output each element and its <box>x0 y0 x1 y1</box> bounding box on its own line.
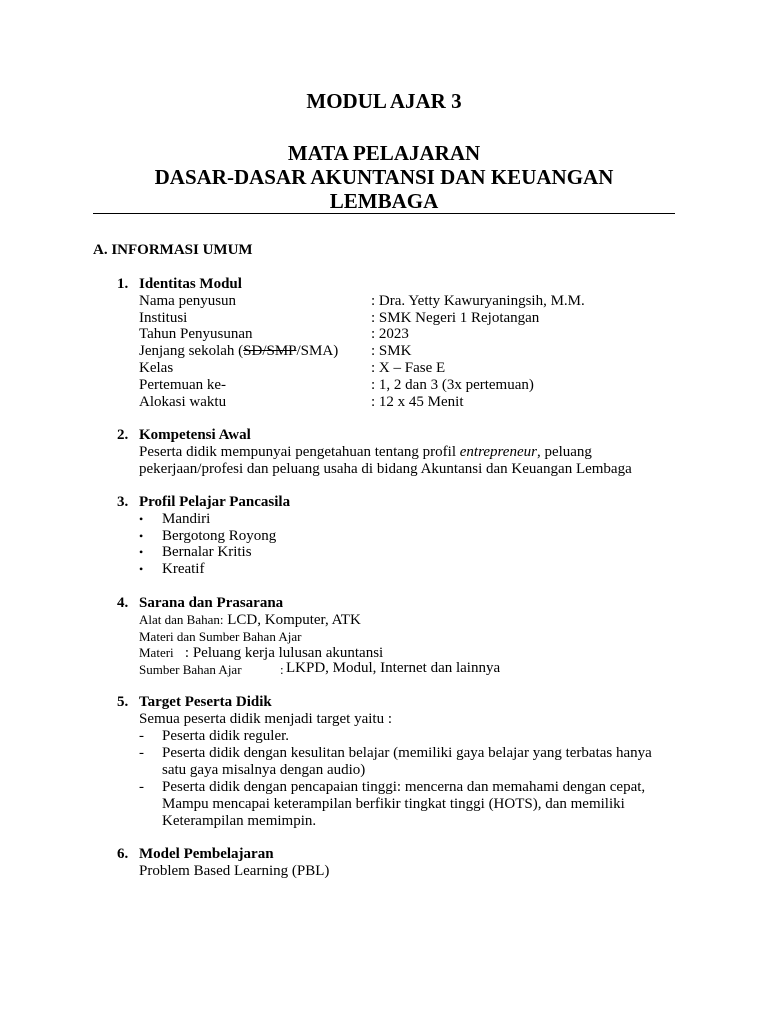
identity-value-kelas: : X – Fase E <box>371 360 446 376</box>
s2-line1-post: , peluang <box>536 444 592 460</box>
s4-materi-sumber: Materi dan Sumber Bahan Ajar <box>139 629 302 644</box>
s1-heading: Identitas Modul <box>139 276 242 292</box>
identity-value-pertemuan: : 1, 2 dan 3 (3x pertemuan) <box>371 377 534 393</box>
module-title: MODUL AJAR 3 <box>306 89 462 113</box>
jenjang-pre: Jenjang sekolah ( <box>139 343 244 359</box>
s5-dash-3: - <box>139 779 144 795</box>
identity-value-nama: : Dra. Yetty Kawuryaningsih, M.M. <box>371 293 585 309</box>
s3-heading: Profil Pelajar Pancasila <box>139 494 291 510</box>
s3-bullet-1: • <box>139 512 144 526</box>
subject-title-line1: DASAR-DASAR AKUNTANSI DAN KEUANGAN <box>154 165 614 189</box>
identity-label-nama: Nama penyusun <box>139 293 237 309</box>
section-a-heading: A. INFORMASI UMUM <box>93 242 253 258</box>
s3-bullet-2: • <box>139 529 144 543</box>
s4-alat-line <box>139 611 361 629</box>
s6-value: Problem Based Learning (PBL) <box>139 863 330 879</box>
identity-label-alokasi: Alokasi waktu <box>139 394 227 410</box>
s5-item-3-line3: Keterampilan memimpin. <box>162 813 317 829</box>
s2-line1-em: entrepreneur <box>459 444 537 460</box>
s4-materi-label: Materi <box>139 645 174 660</box>
s3-bullet-3: • <box>139 545 144 559</box>
s1-number: 1. <box>117 276 129 292</box>
identity-value-tahun: : 2023 <box>371 326 409 342</box>
s3-item-1: Mandiri <box>162 511 211 527</box>
identity-value-alokasi: : 12 x 45 Menit <box>371 394 464 410</box>
identity-label-institusi: Institusi <box>139 310 188 326</box>
s4-sumber-value: LKPD, Modul, Internet dan lainnya <box>286 660 501 676</box>
s5-item-2-line2: satu gaya misalnya dengan audio) <box>162 762 366 778</box>
s2-text-line1 <box>139 444 592 461</box>
s4-heading: Sarana dan Prasarana <box>139 595 284 611</box>
s4-number: 4. <box>117 595 129 611</box>
s5-item-3-line2: Mampu mencapai keterampilan berfikir tingkat tinggi (HOTS), dan memiliki <box>162 796 625 812</box>
subject-label: MATA PELAJARAN <box>287 141 481 165</box>
s3-bullet-4: • <box>139 562 144 576</box>
s5-heading: Target Peserta Didik <box>139 694 272 710</box>
s5-intro: Semua peserta didik menjadi target yaitu : <box>139 711 392 727</box>
s2-number: 2. <box>117 427 129 443</box>
s4-alat-value: LCD, Komputer, ATK <box>223 612 361 628</box>
identity-value-institusi: : SMK Negeri 1 Rejotangan <box>371 310 540 326</box>
s2-text-line2: pekerjaan/profesi dan peluang usaha di bidang Akuntansi dan Keuangan Lembaga <box>139 461 632 477</box>
identity-label-pertemuan: Pertemuan ke- <box>139 377 227 393</box>
jenjang-post: /SMA) <box>296 343 339 359</box>
s3-item-4: Kreatif <box>162 561 205 577</box>
s3-item-2: Bergotong Royong <box>162 528 277 544</box>
s2-heading: Kompetensi Awal <box>139 427 251 443</box>
s3-number: 3. <box>117 494 129 510</box>
s2-line1-pre: Peserta didik mempunyai pengetahuan tentang profil <box>139 444 460 460</box>
identity-label-jenjang <box>139 343 338 360</box>
s5-number: 5. <box>117 694 129 710</box>
s4-sumber-colon: : <box>280 662 284 677</box>
title-divider <box>93 213 675 214</box>
s4-sumber-label: Sumber Bahan Ajar <box>139 662 242 677</box>
identity-value-jenjang: : SMK <box>371 343 412 359</box>
s6-number: 6. <box>117 846 129 862</box>
s4-alat-label: Alat dan Bahan: <box>139 612 224 627</box>
s5-item-2-line1: Peserta didik dengan kesulitan belajar (memiliki gaya belajar yang terbatas hanya <box>162 745 652 761</box>
identity-label-kelas: Kelas <box>139 360 174 376</box>
s5-item-1: Peserta didik reguler. <box>162 728 290 744</box>
s4-materi-value: : Peluang kerja lulusan akuntansi <box>184 645 384 661</box>
s5-item-3-line1: Peserta didik dengan pencapaian tinggi: mencerna dan memahami dengan cepat, <box>162 779 646 795</box>
s5-dash-1: - <box>139 728 144 744</box>
s3-item-3: Bernalar Kritis <box>162 544 252 560</box>
subject-title-line2: LEMBAGA <box>329 189 439 213</box>
s6-heading: Model Pembelajaran <box>139 846 274 862</box>
identity-label-tahun: Tahun Penyusunan <box>139 326 253 342</box>
s5-dash-2: - <box>139 745 144 761</box>
jenjang-struck: SD/SMP <box>243 343 297 359</box>
